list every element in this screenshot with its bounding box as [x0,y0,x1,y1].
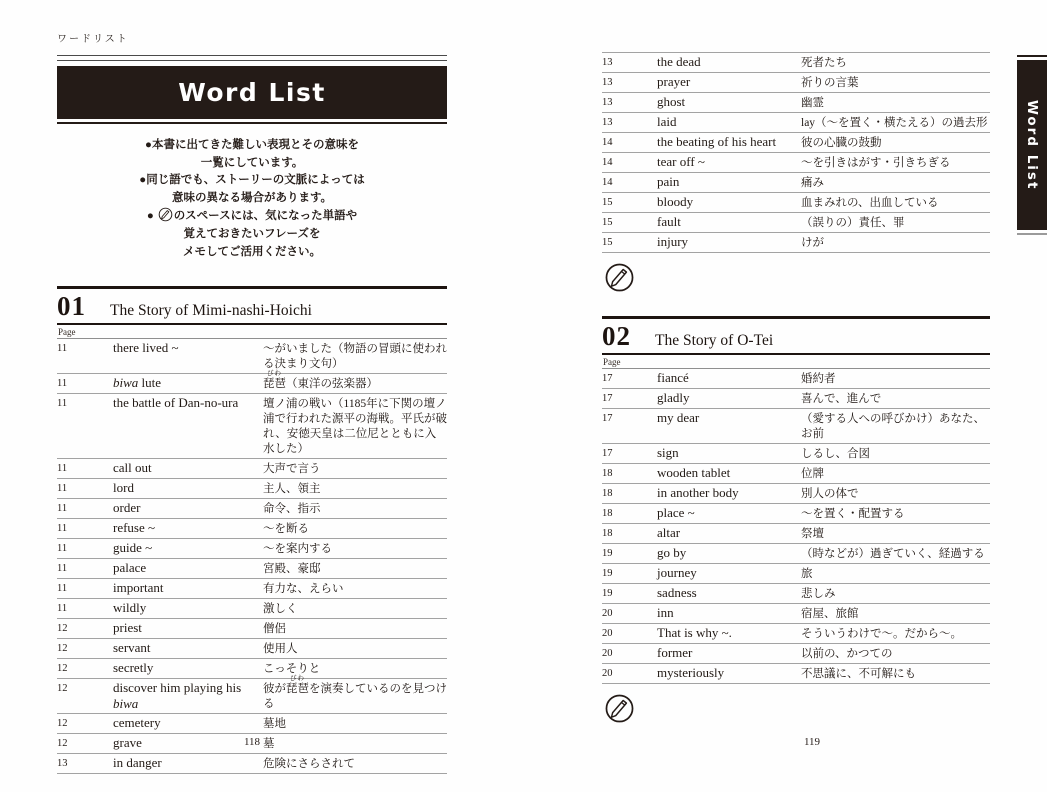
tab-rule-top [1017,55,1047,57]
word-row [57,394,447,459]
row-page-number: 13 [602,57,613,68]
word-row [57,369,447,394]
row-japanese: 旅 [801,568,813,580]
word-row [57,659,447,679]
word-row [602,484,990,504]
row-english: wildly [113,600,147,616]
row-page-number: 14 [602,137,613,148]
row-english: gladly [657,390,690,405]
word-row [57,754,447,774]
word-row [602,193,990,213]
row-english: servant [113,640,151,656]
row-japanese: 有力な、えらい [263,583,344,596]
row-japanese: 悲しみ [801,588,836,600]
banner-title: Word List [178,78,326,107]
row-japanese: 危険にさらされて [263,758,355,771]
word-row [57,674,447,714]
intro-line: ●同じ語でも、ストーリーの文脈によっては [139,174,365,187]
row-japanese: 別人の体で [801,488,859,500]
word-row [602,504,990,524]
row-page-number: 11 [57,378,68,390]
row-japanese: 死者たち [801,57,847,69]
row-english: bloody [657,194,694,209]
word-row [602,644,990,664]
row-english: fiancé [657,370,689,385]
word-row [57,539,447,559]
row-japanese: 激しく [263,603,298,616]
row-english: in another body [657,485,739,500]
word-row [602,564,990,584]
row-page-number: 12 [57,718,68,730]
word-table-01-left [57,339,447,774]
row-japanese: 彼が琵琶 びわ を演奏しているのを見つける [263,674,447,711]
page-col-label: Page [58,327,76,338]
word-row [602,93,990,113]
row-page-number: 12 [57,683,68,695]
section-title: The Story of Mimi-nashi-Hoichi [110,302,312,320]
row-english: journey [657,565,697,580]
word-row [57,519,447,539]
row-english: go by [657,545,687,560]
pencil-circle-icon [604,693,635,724]
row-page-number: 17 [602,413,613,424]
row-english: there lived ~ [113,340,179,356]
section-number: 02 [602,321,631,351]
word-row [602,153,990,173]
word-table-01-cont [602,52,990,253]
word-row [602,133,990,153]
pencil-circle-icon [604,262,635,293]
left-page [57,30,447,774]
memo-area-2 [604,693,990,724]
row-english: sadness [657,585,697,600]
word-row [602,53,990,73]
word-row [602,369,990,389]
word-row [57,459,447,479]
row-english: wooden tablet [657,465,731,480]
row-japanese: 〜を案内する [263,543,332,556]
row-page-number: 15 [602,197,613,208]
row-english: grave [113,735,142,751]
row-english: the battle of Dan-no-ura [113,395,239,411]
row-japanese: しるし、合図 [801,448,870,460]
row-japanese: 以前の、かつての [801,648,893,660]
word-row [602,664,990,684]
row-page-number: 12 [57,738,68,750]
word-row [602,624,990,644]
row-page-number: 18 [602,528,613,539]
row-page-number: 15 [602,237,613,248]
row-japanese: 大声で言う [263,463,321,476]
row-japanese: 婚約者 [801,373,836,385]
row-japanese: 彼の心臓の鼓動 [801,137,882,149]
side-tab-label: Word List [1024,99,1040,191]
row-japanese: けが [801,237,824,249]
row-page-number: 20 [602,668,613,679]
word-row [57,499,447,519]
row-english: sign [657,445,679,460]
side-tab-word-list [1017,55,1047,235]
row-page-number: 19 [602,588,613,599]
word-row [57,619,447,639]
word-row [602,544,990,564]
row-japanese: 〜を断る [263,523,309,536]
row-english: inn [657,605,674,620]
row-page-number: 11 [57,503,68,515]
row-page-number: 11 [57,398,68,410]
row-japanese: 琵琶 びわ （東洋の弦楽器） [263,369,378,391]
row-page-number: 13 [602,97,613,108]
row-page-number: 20 [602,628,613,639]
word-row [602,213,990,233]
right-page [602,52,990,724]
word-row [602,409,990,444]
row-page-number: 19 [602,548,613,559]
row-page-number: 12 [57,663,68,675]
row-page-number: 11 [57,523,68,535]
row-english: the beating of his heart [657,134,777,149]
section-01-head [57,286,447,339]
row-page-number: 11 [57,343,68,355]
running-head: ワードリスト [57,34,129,45]
row-page-number: 18 [602,488,613,499]
row-english: call out [113,460,152,476]
double-rule [57,55,447,61]
row-english: secretly [113,660,154,676]
row-japanese: そういうわけで〜。だから〜。 [801,628,962,640]
word-row [57,599,447,619]
row-english: cemetery [113,715,161,731]
row-english: pain [657,174,680,189]
row-japanese: （時などが）過ぎていく、経過する [801,548,985,560]
row-japanese: 〜を引きはがす・引きちぎる [801,157,951,169]
word-list-banner [57,66,447,119]
section-title: The Story of O-Tei [655,332,774,349]
tab-rule-bottom [1017,233,1047,235]
intro-line: 一覧にしています。 [200,156,304,169]
word-row [602,604,990,624]
row-page-number: 18 [602,468,613,479]
row-page-number: 11 [57,543,68,555]
section-02-head [602,316,990,369]
row-page-number: 17 [602,448,613,459]
section-number: 01 [57,291,86,322]
row-japanese: 墓 [263,738,275,751]
intro-line: ●本書に出てきた難しい表現とその意味を [145,139,359,151]
row-page-number: 13 [602,77,613,88]
row-page-number: 20 [602,648,613,659]
row-english: guide ~ [113,540,153,556]
memo-area-1 [604,262,990,293]
row-english: laid [657,114,677,129]
row-english: mysteriously [657,665,725,680]
row-japanese: 痛み [801,177,824,189]
intro-line: 覚えておきたいフレーズを [183,227,321,240]
row-japanese: 不思議に、不可解にも [801,668,916,680]
row-english: biwa lute [113,375,162,391]
row-japanese: 墓地 [263,718,286,731]
row-japanese: 命令、指示 [263,503,321,516]
row-japanese: 主人、領主 [263,483,321,496]
word-row [602,173,990,193]
word-row [602,389,990,409]
word-row [57,559,447,579]
row-japanese: 宿屋、旅館 [801,608,859,620]
row-japanese: 〜を置く・配置する [801,508,905,520]
intro-line: 意味の異なる場合があります。 [171,191,333,204]
intro-list [57,137,447,261]
banner-underline [57,122,447,124]
row-japanese: こっそりと [263,663,321,676]
word-row [602,584,990,604]
row-japanese: 喜んで、進んで [801,393,882,405]
word-row [57,579,447,599]
row-japanese: 幽霊 [801,97,824,109]
row-japanese: 位牌 [801,468,824,480]
row-english: refuse ~ [113,520,156,536]
row-english: altar [657,525,681,540]
row-english: palace [113,560,147,576]
intro-line: ● のスペースには、気になった単語や [57,207,447,226]
row-page-number: 13 [57,758,68,770]
row-japanese: 壇ノ浦の戦い（1185年に下関の壇ノ浦で行われた源平の海戦。平氏が破れ、安徳天皇は二位尼とともに入水した） [263,398,447,456]
row-english: fault [657,214,681,229]
row-page-number: 14 [602,177,613,188]
row-japanese: （愛する人への呼びかけ）あなた、お前 [801,413,985,440]
row-page-number: 12 [57,623,68,635]
row-english: order [113,500,141,516]
row-page-number: 17 [602,393,613,404]
row-english: important [113,580,164,596]
row-english: ghost [657,94,686,109]
word-table-02 [602,369,990,684]
tab-body [1017,60,1047,230]
word-row [57,479,447,499]
word-row [602,444,990,464]
row-japanese: 祈りの言葉 [801,77,859,89]
row-page-number: 13 [602,117,613,128]
row-japanese: 血まみれの、出血している [801,197,939,209]
pencil-circle-icon [158,207,173,222]
row-page-number: 12 [57,643,68,655]
row-english: place ~ [657,505,695,520]
word-row [57,639,447,659]
row-japanese: lay（〜を置く・横たえる）の過去形 [801,117,988,129]
row-page-number: 11 [57,463,68,475]
row-japanese: 僧侶 [263,623,286,636]
row-english: lord [113,480,134,496]
folio-right: 119 [803,736,821,748]
row-japanese: 〜がいました（物語の冒頭に使われる決まり文句） [263,343,447,371]
row-page-number: 11 [57,483,68,495]
row-page-number: 20 [602,608,613,619]
word-row [602,73,990,93]
row-english: injury [657,234,689,249]
row-english: prayer [657,74,691,89]
row-page-number: 17 [602,373,613,384]
row-page-number: 14 [602,157,613,168]
row-english: priest [113,620,142,636]
furigana: びわ [267,369,282,377]
word-row [602,464,990,484]
row-english: tear off ~ [657,154,705,169]
row-page-number: 11 [57,563,68,575]
row-english: discover him playing his biwa [113,680,242,712]
row-english: the dead [657,54,701,69]
row-english: former [657,645,693,660]
row-english: That is why ~. [657,625,732,640]
row-page-number: 18 [602,508,613,519]
word-row [602,233,990,253]
row-english: in danger [113,755,162,771]
row-japanese: 使用人 [263,643,298,656]
word-row [57,339,447,374]
row-page-number: 15 [602,217,613,228]
word-row [602,113,990,133]
row-japanese: 祭壇 [801,528,824,540]
row-page-number: 11 [57,603,68,615]
row-page-number: 11 [57,583,68,595]
row-page-number: 19 [602,568,613,579]
intro-line: メモしてご活用ください。 [183,245,321,258]
furigana: びわ [290,674,305,682]
page-col-label: Page [603,357,621,367]
row-english: my dear [657,410,700,425]
folio-left: 118 [243,736,261,748]
word-row [57,714,447,734]
row-japanese: 宮殿、豪邸 [263,563,321,576]
word-row [602,524,990,544]
row-japanese: （誤りの）責任、罪 [801,217,905,229]
